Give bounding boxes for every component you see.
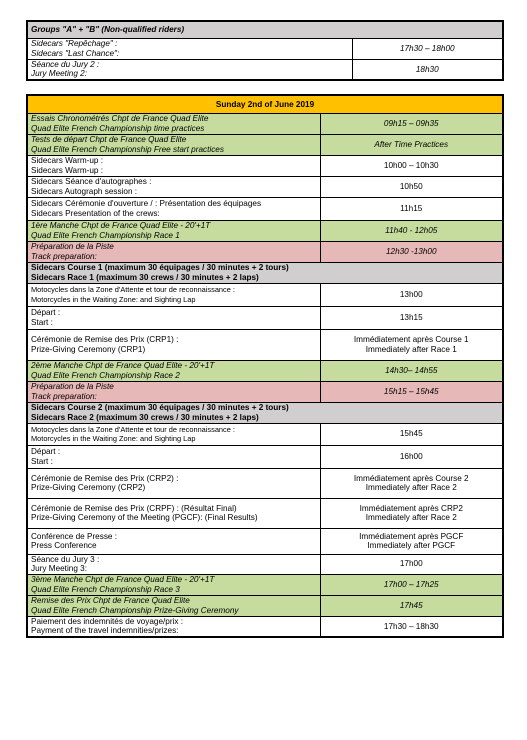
- row-label: 3ème Manche Chpt de France Quad Elite - 20'+1T Quad Elite French Championship Race 3: [27, 574, 320, 595]
- row-label: Cérémonie de Remise des Prix (CRP2) : Prize-Giving Ceremony (CRP2): [27, 468, 320, 498]
- row-label: Cérémonie de Remise des Prix (CRPF) : (Résultat Final) Prize-Giving Ceremony of the Meeting (PGCF): (Final Results): [27, 498, 320, 528]
- table-row: [27, 306, 503, 329]
- table-row: [27, 498, 503, 528]
- row-label: Tests de départ Chpt de France Quad Elite Quad Elite French Championship Free start practices: [27, 134, 320, 155]
- table-row: [27, 616, 503, 637]
- row-time: After Time Practices: [320, 134, 503, 155]
- row-label: Séance du Jury 3 : Jury Meeting 3:: [27, 554, 320, 574]
- row-time: 17h00: [320, 554, 503, 574]
- row-label: Sidecars Cérémonie d'ouverture / : Présentation des équipages Sidecars Presentation of the crews:: [27, 197, 320, 220]
- row-time: 13h00: [320, 283, 503, 306]
- row-label: Remise des Prix Chpt de France Quad Elite Quad Elite French Championship Prize-Giving Ceremony: [27, 595, 320, 616]
- row-time: 15h15 – 15h45: [320, 381, 503, 402]
- groups-header: Groups "A" + "B" (Non-qualified riders): [27, 21, 503, 38]
- row-label: Départ : Start :: [27, 445, 320, 468]
- table-row: [27, 423, 503, 445]
- row-time: 17h30 – 18h30: [320, 616, 503, 637]
- row-label: Préparation de la Piste Track preparation:: [27, 241, 320, 262]
- row-time: 15h45: [320, 423, 503, 445]
- section-row-race-2: [27, 402, 503, 423]
- row-time: 17h30 – 18h00: [352, 38, 503, 59]
- table-row: [27, 329, 503, 360]
- table-row: [27, 113, 503, 134]
- row-label: Conférence de Presse : Press Conference: [27, 528, 320, 554]
- row-label: Cérémonie de Remise des Prix (CRP1) : Prize-Giving Ceremony (CRP1): [27, 329, 320, 360]
- row-label: Sidecars "Repêchage" : Sidecars "Last Chance":: [27, 38, 352, 59]
- row-time: 11h15: [320, 197, 503, 220]
- row-time: 12h30 -13h00: [320, 241, 503, 262]
- day-header-row: [27, 95, 503, 113]
- row-label: Essais Chronométrés Chpt de France Quad Elite Quad Elite French Championship time practices: [27, 113, 320, 134]
- row-time: 14h30– 14h55: [320, 360, 503, 381]
- table-row: [27, 528, 503, 554]
- row-label: Préparation de la Piste Track preparation:: [27, 381, 320, 402]
- table-row: [27, 574, 503, 595]
- table-row: [27, 381, 503, 402]
- groups-header-row: [27, 21, 503, 38]
- table-row: [27, 445, 503, 468]
- row-label: Séance du Jury 2 : Jury Meeting 2:: [27, 59, 352, 80]
- row-time: 18h30: [352, 59, 503, 80]
- section-row-race-1: [27, 262, 503, 283]
- table-row: [27, 155, 503, 176]
- section-label: Sidecars Course 2 (maximum 30 équipages / 30 minutes + 2 tours) Sidecars Race 2 (maximum 30 crews / 30 minutes + 2 laps): [27, 402, 503, 423]
- table-row: [27, 176, 503, 197]
- row-label: Sidecars Warm-up : Sidecars Warm-up :: [27, 155, 320, 176]
- row-time: 09h15 – 09h35: [320, 113, 503, 134]
- row-time: 17h45: [320, 595, 503, 616]
- row-label: Sidecars Séance d'autographes : Sidecars Autograph session :: [27, 176, 320, 197]
- groups-table: [26, 20, 504, 81]
- row-label: Motocycles dans la Zone d'Attente et tour de reconnaissance : Motorcycles in the Waiting Zone: and Sighting Lap: [27, 423, 320, 445]
- row-time: 11h40 - 12h05: [320, 220, 503, 241]
- table-row: [27, 134, 503, 155]
- day-header: Sunday 2nd of June 2019: [27, 95, 503, 113]
- sunday-schedule-table: [26, 94, 504, 638]
- row-time: Immédiatement après Course 2 Immediately after Race 2: [320, 468, 503, 498]
- row-time: Immédiatement après Course 1 Immediately after Race 1: [320, 329, 503, 360]
- row-time: 10h50: [320, 176, 503, 197]
- table-row: [27, 554, 503, 574]
- table-row: [27, 38, 503, 59]
- row-time: 16h00: [320, 445, 503, 468]
- table-row: [27, 59, 503, 80]
- table-row: [27, 595, 503, 616]
- table-row: [27, 241, 503, 262]
- table-row: [27, 197, 503, 220]
- row-label: 2ème Manche Chpt de France Quad Elite - 20'+1T Quad Elite French Championship Race 2: [27, 360, 320, 381]
- row-time: 17h00 – 17h25: [320, 574, 503, 595]
- row-time: 10h00 – 10h30: [320, 155, 503, 176]
- row-label: Motocycles dans la Zone d'Attente et tour de reconnaissance : Motorcycles in the Waiting Zone: and Sighting Lap: [27, 283, 320, 306]
- table-row: [27, 468, 503, 498]
- row-label: Départ : Start :: [27, 306, 320, 329]
- table-row: [27, 360, 503, 381]
- section-label: Sidecars Course 1 (maximum 30 équipages / 30 minutes + 2 tours) Sidecars Race 1 (maximum 30 crews / 30 minutes + 2 laps): [27, 262, 503, 283]
- row-time: Immédiatement après PGCF Immediately after PGCF: [320, 528, 503, 554]
- table-row: [27, 220, 503, 241]
- row-time: Immédiatement après CRP2 Immediately after Race 2: [320, 498, 503, 528]
- row-label: Paiement des indemnités de voyage/prix : Payment of the travel indemnities/prizes:: [27, 616, 320, 637]
- row-label: 1ère Manche Chpt de France Quad Elite - 20'+1T Quad Elite French Championship Race 1: [27, 220, 320, 241]
- row-time: 13h15: [320, 306, 503, 329]
- table-row: [27, 283, 503, 306]
